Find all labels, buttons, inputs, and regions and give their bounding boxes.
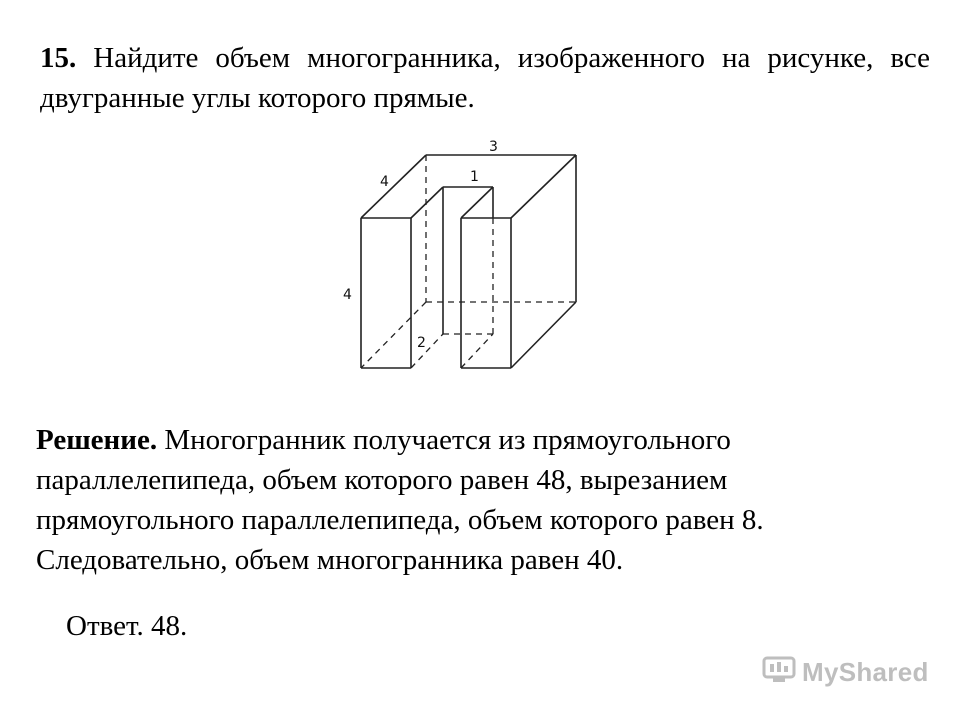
polyhedron-figure xyxy=(330,132,600,382)
label-top-depth: 4 xyxy=(380,174,389,190)
hidden-edge-notch-bottom-right xyxy=(461,334,493,368)
label-top-width: 3 xyxy=(489,139,498,155)
problem-statement xyxy=(40,38,930,118)
solution-block xyxy=(36,420,916,580)
edge-notch-right-depth xyxy=(461,187,493,218)
label-height: 4 xyxy=(343,287,352,303)
edge-bottom-right-depth xyxy=(511,302,576,368)
watermark-text: MyShared xyxy=(802,656,929,687)
polyhedron-diagram xyxy=(330,132,600,382)
label-notch-depth: 2 xyxy=(417,335,426,351)
edge-top-left-depth xyxy=(361,155,426,218)
answer-line: Ответ. 48. xyxy=(66,610,188,642)
solution-heading: Решение. xyxy=(36,424,158,456)
edge-top-right-depth xyxy=(511,155,576,218)
edge-notch-left-depth xyxy=(411,187,443,218)
label-notch-width: 1 xyxy=(470,169,479,185)
hidden-edge-notch-bottom-left xyxy=(411,334,443,368)
solution-text: Многогранник получается из прямоугольного параллелепипеда, объем которого равен 48, вырезанием прямоугольного параллелепипеда, объем которого равен 8. Следовательно, объем многогранника равен 40. xyxy=(36,424,764,576)
watermark xyxy=(762,652,929,692)
problem-number: 15. xyxy=(40,42,77,74)
problem-text: Найдите объем многогранника, изображенного на рисунке, все двугранные углы которого прямые. xyxy=(40,42,930,114)
myshared-logo-icon xyxy=(762,655,796,690)
